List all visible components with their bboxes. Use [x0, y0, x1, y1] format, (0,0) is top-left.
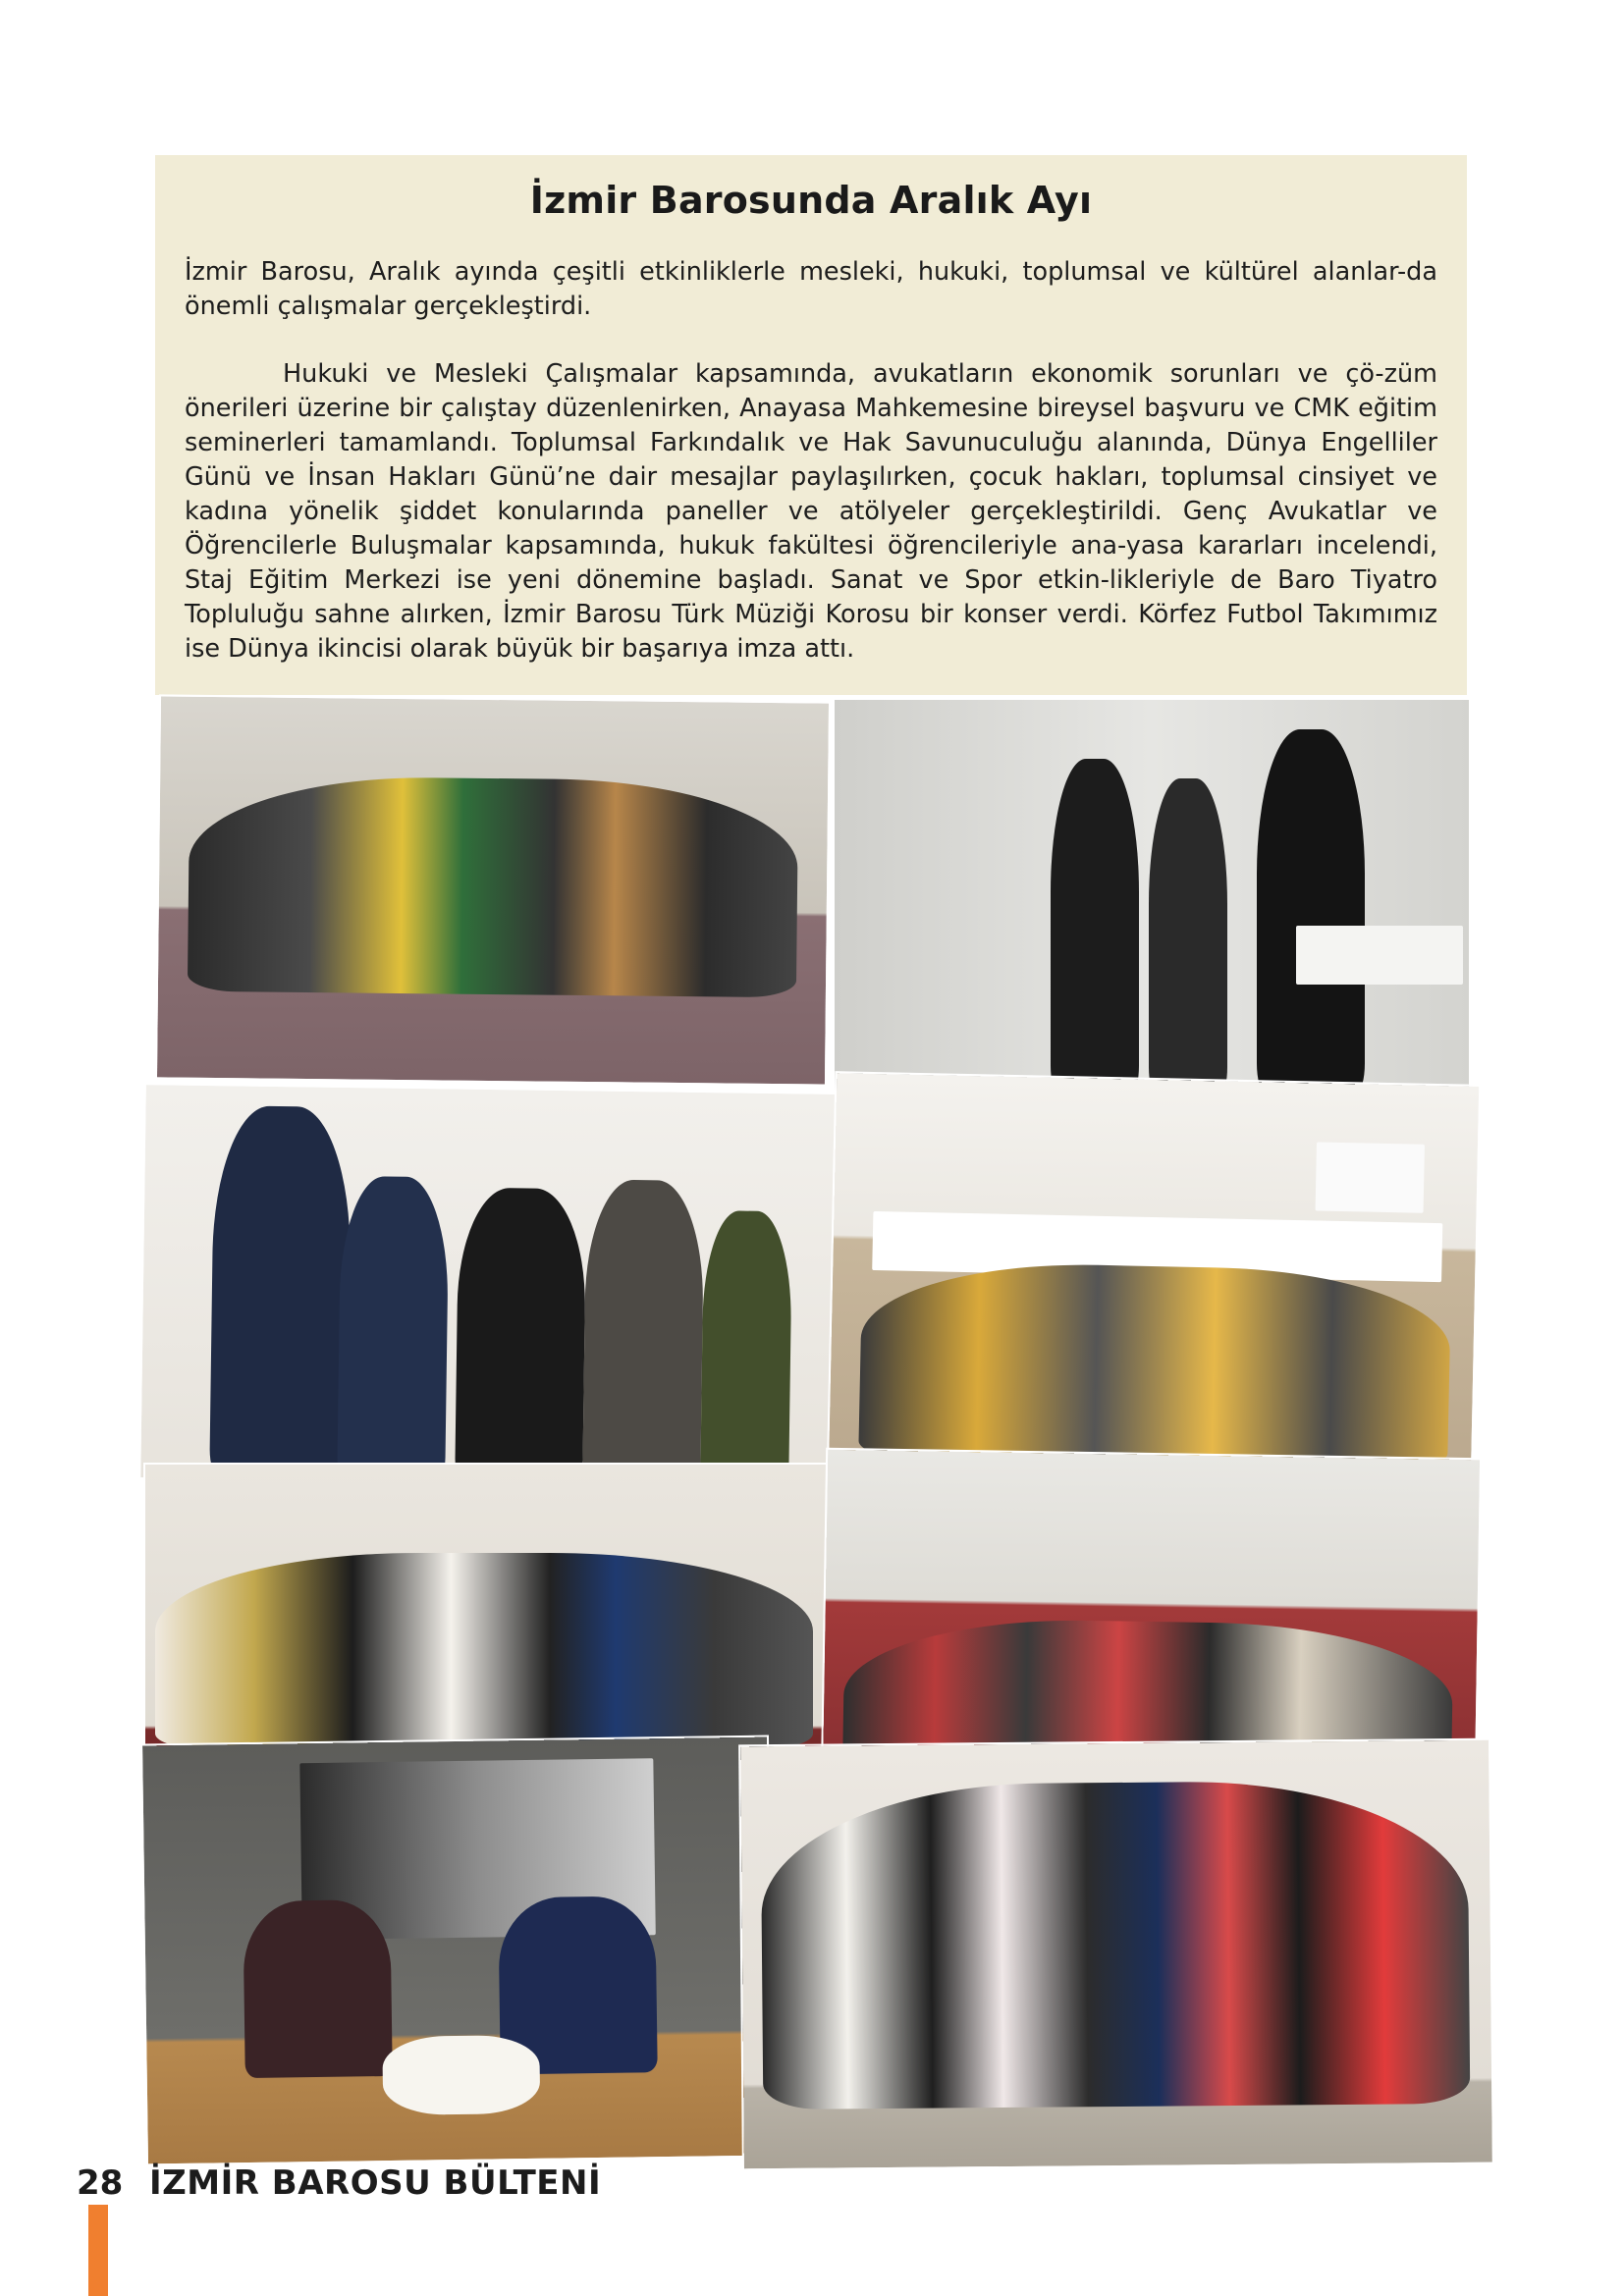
photo-workshop-meeting: [829, 1073, 1479, 1491]
photo-protocol-signing: [142, 1737, 773, 2164]
photo-plaque-presentation: [140, 1085, 838, 1487]
photo-group-event: [157, 696, 829, 1084]
photo-award-ceremony: [835, 700, 1469, 1095]
article-box: [155, 155, 1467, 695]
publication-title: İZMİR BAROSU BÜLTENİ: [149, 2163, 602, 2203]
article-paragraph-body: Hukuki ve Mesleki Çalışmalar kapsamında, avukatların ekonomik sorunları ve çö-züm önerileri üzerine bir çalıştay düzenlenirken, Anayasa Mahkemesine bireysel başvuru ve CMK eğitim seminerleri tamamlandı. Toplumsal Farkındalık ve Hak Savunuculuğu alanında, Dünya Engelliler Günü ve İnsan Hakları Günü’ne dair mesajlar paylaşılırken, çocuk hakları, toplumsal cinsiyet ve kadına yönelik şiddet konularında paneller ve atölyeler gerçekleştirildi. Genç Avukatlar ve Öğrencilerle Buluşmalar kapsamında, hukuk fakültesi öğrencileriyle ana-yasa kararları incelendi, Staj Eğitim Merkezi ise yeni dönemine başladı. Sanat ve Spor etkin-likleriyle de Baro Tiyatro Topluluğu sahne alırken, İzmir Barosu Türk Müziği Korosu bir konser verdi. Körfez Futbol Takımımız ise Dünya ikincisi olarak büyük bir başarıya imza attı.: [185, 359, 1437, 664]
photo-group-women: [740, 1740, 1492, 2169]
article-paragraph-intro: İzmir Barosu, Aralık ayında çeşitli etkinliklerle mesleki, hukuki, toplumsal ve kültürel alanlar-da önemli çalışmalar gerçekleştirdi.: [185, 257, 1437, 321]
article-title: İzmir Barosunda Aralık Ayı: [529, 179, 1093, 222]
page-number: 28: [77, 2163, 124, 2203]
accent-bar: [88, 2205, 108, 2296]
